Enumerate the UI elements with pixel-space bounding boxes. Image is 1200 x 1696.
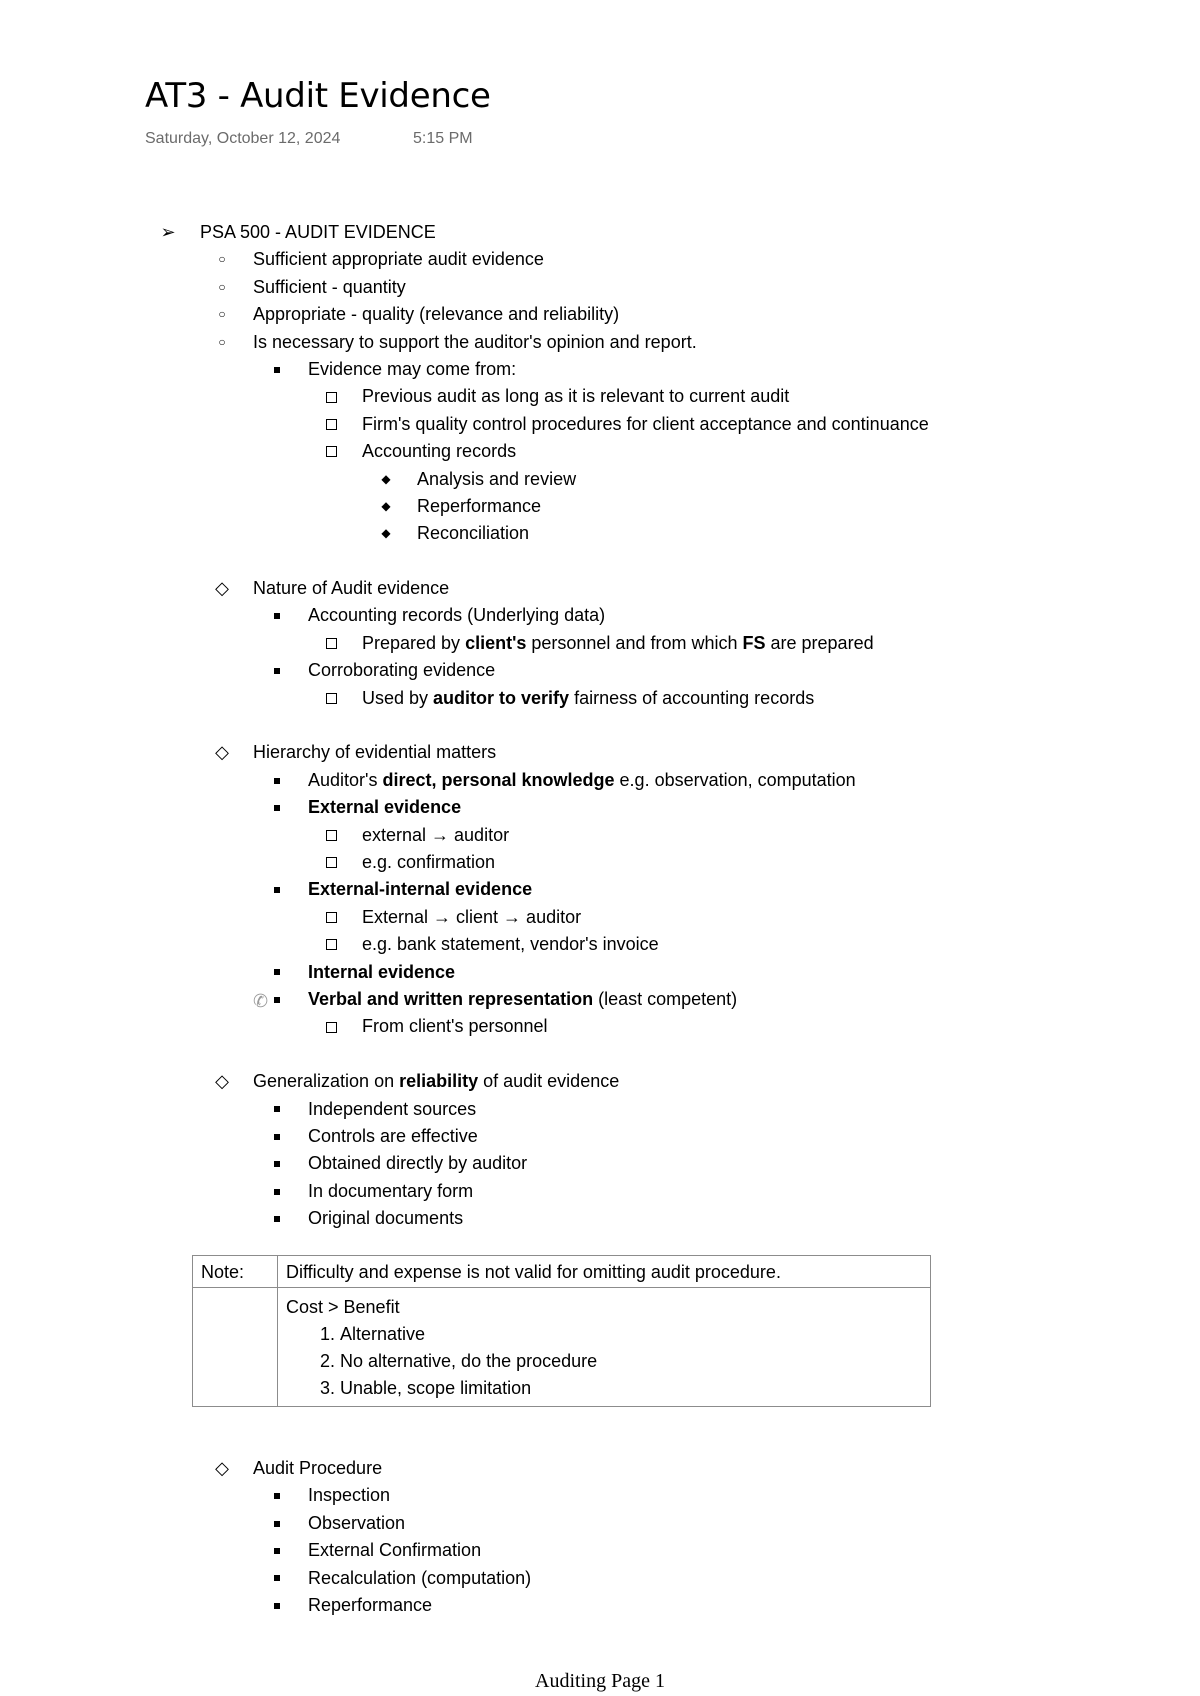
text-run: Inspection [308,1485,391,1506]
outline-item [0,602,1200,629]
box-bullet-icon [321,630,341,657]
outline-item-text [362,685,814,712]
outline-item [0,1592,1200,1619]
outline-item [0,219,1200,246]
outline-item-text [308,602,605,629]
text-run: PSA 500 - AUDIT EVIDENCE [200,222,436,242]
note-body-cell [278,1288,931,1407]
text-run: Reconciliation [417,523,530,544]
outline-item [0,274,1200,301]
outline-item-text [417,466,576,493]
text-run: Hierarchy of evidential matters [253,742,497,763]
outline-item [0,959,1200,986]
note-table [192,1255,931,1407]
square-bullet-icon [267,1482,287,1509]
outline-item [0,1013,1200,1040]
outline-item-text [362,822,509,849]
outline-item-text [308,1537,481,1564]
text-run: Original documents [308,1208,464,1229]
page-time: 5:15 PM [413,130,473,147]
bold-text: client's [465,632,527,653]
note-table-row [193,1256,931,1288]
outline-item [0,1178,1200,1205]
box-bullet-icon [321,822,341,849]
square-bullet-icon [267,1123,287,1150]
hollow-diamond-bullet-icon: ◇ [215,1071,229,1092]
outline-item-text [308,657,495,684]
text-run: e.g. bank statement, vendor's invoice [362,934,659,955]
note-empty-cell [193,1288,278,1407]
outline-item [0,1150,1200,1177]
blank-line [0,1041,1200,1068]
outline-item-text [362,904,581,931]
diamond-bullet-icon: ◆ [381,526,391,541]
outline-item [0,904,1200,931]
text-run: Prepared by [362,632,466,653]
outline-item [0,1068,1200,1095]
phone-icon: ✆ [253,990,269,1011]
outline-item-text [308,767,856,794]
outline-item [0,1565,1200,1592]
note-list-item: 3. Unable, scope limitation [340,1375,922,1402]
bold-text: direct, personal knowledge [382,769,615,790]
box-bullet-icon [321,411,341,438]
text-run: Reperformance [308,1594,433,1615]
square-bullet-icon [267,602,287,629]
note-label: Note: [193,1256,278,1288]
square-bullet-icon [267,1150,287,1177]
diamond-bullet-icon: ◆ [381,498,391,513]
outline-item-text [308,356,516,383]
outline-item-text [308,1510,405,1537]
text-run: personnel and from which [526,632,743,653]
page-title: AT3 - Audit Evidence [145,76,491,116]
diamond-bullet-icon: ◆ [381,471,391,486]
note-numbered-list [286,1321,922,1402]
outline-item-text [308,1123,478,1150]
text-run: External → client → auditor [362,906,582,927]
outline-item [0,383,1200,410]
outline-item [0,685,1200,712]
outline-item [0,986,1200,1013]
outline-item-text [308,986,737,1013]
text-run: Accounting records [362,441,517,462]
text-run: Appropriate - quality (relevance and reliability) [253,304,620,325]
outline-item [0,876,1200,903]
circle-bullet-icon: ○ [218,307,226,322]
outline-item [0,1096,1200,1123]
square-bullet-icon [267,1592,287,1619]
box-bullet-icon [321,438,341,465]
outline-item-text [308,876,532,903]
note-table-row [193,1288,931,1407]
outline-item [0,1510,1200,1537]
box-bullet-icon [321,904,341,931]
text-run: Sufficient appropriate audit evidence [253,249,544,270]
outline-item [0,246,1200,273]
outline-item-text [362,1013,548,1040]
circle-bullet-icon: ○ [218,252,226,267]
outline-item [0,1205,1200,1232]
hollow-diamond-bullet-icon: ◇ [215,742,229,763]
outline-item-text [362,438,516,465]
outline-item-text [362,383,789,410]
text-run: external → auditor [362,824,510,845]
outline-item-text [253,575,449,602]
text-run: of audit evidence [478,1071,620,1092]
square-bullet-icon [267,1537,287,1564]
blank-line [0,712,1200,739]
text-run: Analysis and review [417,468,577,489]
bold-text: Verbal and written representation [308,988,594,1009]
text-run: Independent sources [308,1098,477,1119]
outline-item-text [308,959,455,986]
outline-item-text [362,630,874,657]
outline-item [0,1455,1200,1482]
square-bullet-icon [267,767,287,794]
text-run: In documentary form [308,1180,474,1201]
text-run: Previous audit as long as it is relevant to current audit [362,386,790,407]
outline-item-text [308,1592,432,1619]
bold-text: External evidence [308,797,462,818]
outline-item [0,575,1200,602]
bold-text: Internal evidence [308,961,456,982]
audit-procedure-section [0,1455,1200,1619]
outline-item-text [362,849,495,876]
bold-text: reliability [399,1071,479,1092]
square-bullet-icon [267,1510,287,1537]
text-run: (least competent) [593,988,738,1009]
text-run: Observation [308,1512,406,1533]
outline-item-text [417,520,529,547]
square-bullet-icon [267,356,287,383]
text-run: Corroborating evidence [308,660,496,681]
text-run: fairness of accounting records [569,687,815,708]
outline-item [0,438,1200,465]
hollow-diamond-bullet-icon: ◇ [215,578,229,599]
circle-bullet-icon: ○ [218,334,226,349]
outline-notes [0,219,1200,1232]
outline-item-text [308,794,461,821]
text-run: Accounting records (Underlying data) [308,605,606,626]
outline-item-text [253,739,496,766]
circle-bullet-icon: ○ [218,279,226,294]
text-run: e.g. observation, computation [614,769,856,790]
outline-item [0,520,1200,547]
text-run: Used by [362,687,434,708]
text-run: Generalization on [253,1071,400,1092]
note-list-item: 2. No alternative, do the procedure [340,1348,922,1375]
outline-item [0,356,1200,383]
outline-item [0,1537,1200,1564]
outline-item-text [362,411,929,438]
outline-item-text [308,1150,527,1177]
square-bullet-icon [267,876,287,903]
outline-item [0,466,1200,493]
outline-item [0,301,1200,328]
cost-benefit-line: Cost > Benefit [286,1297,400,1317]
text-run: External Confirmation [308,1540,482,1561]
bold-text: External-internal evidence [308,879,533,900]
outline-item-text [362,931,659,958]
outline-item [0,1482,1200,1509]
text-run: Evidence may come from: [308,358,517,379]
outline-item [0,794,1200,821]
text-run: Sufficient - quantity [253,276,406,297]
outline-item-text [200,219,436,246]
outline-item-text [308,1565,531,1592]
text-run: Controls are effective [308,1125,478,1146]
box-bullet-icon [321,849,341,876]
text-run: Nature of Audit evidence [253,578,450,599]
text-run: e.g. confirmation [362,851,496,872]
outline-item-text [417,493,541,520]
note-list-item: 1. Alternative [340,1321,922,1348]
square-bullet-icon [267,959,287,986]
outline-item [0,822,1200,849]
outline-item [0,329,1200,356]
outline-item-text [308,1096,476,1123]
bold-text: FS [742,632,766,653]
outline-item-text [253,274,406,301]
text-run: Recalculation (computation) [308,1567,532,1588]
text-run: Obtained directly by auditor [308,1153,528,1174]
text-run: Audit Procedure [253,1458,383,1478]
outline-item-text [253,1068,619,1095]
square-bullet-icon [267,1565,287,1592]
text-run: Firm's quality control procedures for client acceptance and continuance [362,413,929,434]
square-bullet-icon [267,1096,287,1123]
outline-item-text [308,1482,390,1509]
text-run: Is necessary to support the auditor's opinion and report. [253,331,697,352]
text-run: are prepared [765,632,874,653]
bold-text: auditor to verify [433,687,570,708]
box-bullet-icon [321,685,341,712]
text-run: Auditor's [308,769,383,790]
outline-item [0,739,1200,766]
page-date: Saturday, October 12, 2024 [145,130,341,147]
outline-item [0,931,1200,958]
text-run: Reperformance [417,495,542,516]
outline-item [0,630,1200,657]
outline-item [0,411,1200,438]
box-bullet-icon [321,931,341,958]
outline-item-text [308,1178,473,1205]
square-bullet-icon [267,794,287,821]
text-run: From client's personnel [362,1016,548,1037]
outline-item-text [253,1455,382,1482]
outline-item-text [253,246,544,273]
arrow-bullet-icon: ➢ [160,222,176,242]
outline-item [0,1123,1200,1150]
hollow-diamond-bullet-icon: ◇ [215,1458,229,1478]
page-footer: Auditing Page 1 [535,1670,665,1692]
square-bullet-icon [267,657,287,684]
outline-item-text [308,1205,463,1232]
box-bullet-icon [321,383,341,410]
outline-item [0,767,1200,794]
blank-line [0,548,1200,575]
square-bullet-icon [267,1205,287,1232]
note-header-text: Difficulty and expense is not valid for omitting audit procedure. [278,1256,931,1288]
outline-item [0,849,1200,876]
square-bullet-icon [267,1178,287,1205]
outline-item [0,657,1200,684]
outline-item-text [253,329,697,356]
outline-item [0,493,1200,520]
outline-item-text [253,301,619,328]
box-bullet-icon [321,1013,341,1040]
